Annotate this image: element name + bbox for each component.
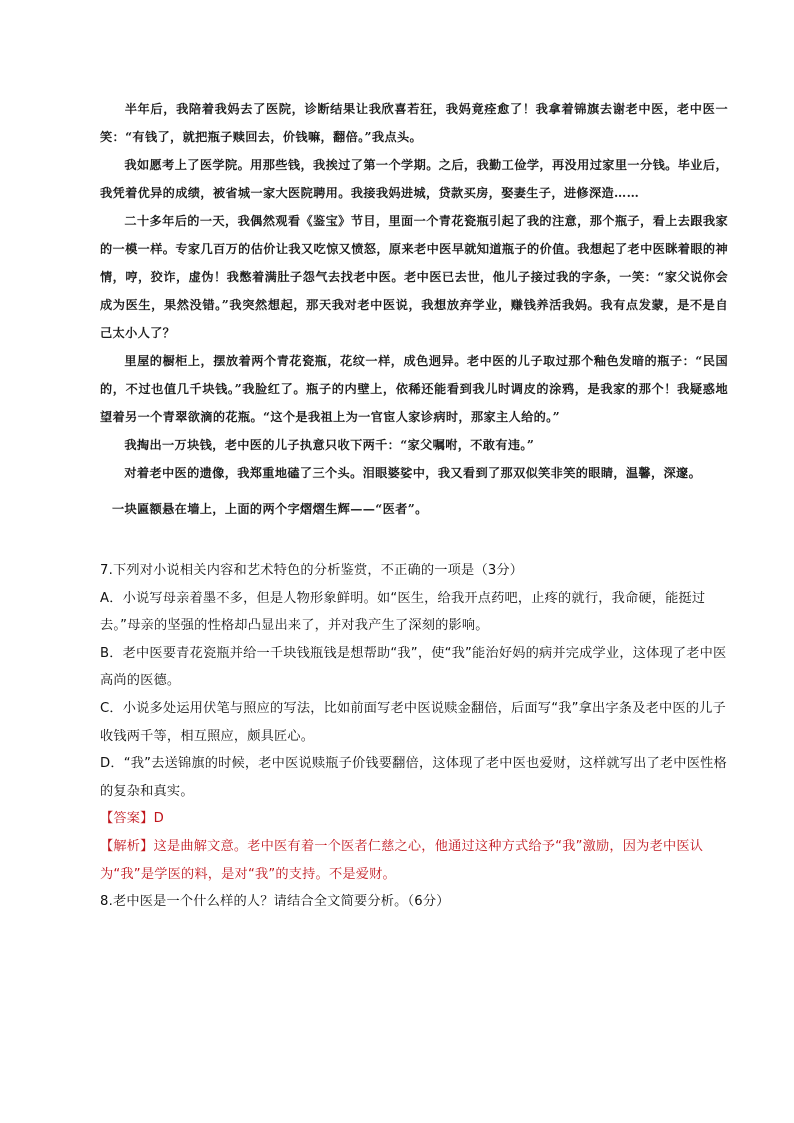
story-paragraph-5 — [100, 431, 728, 459]
story-paragraph-2 — [100, 151, 728, 207]
story-paragraph-6 — [100, 459, 728, 487]
answer-line — [100, 805, 728, 833]
question-7-option-b: B．老中医要青花瓷瓶并给一千块钱瓶钱是想帮助“我”，使“我”能治好妈的病并完成学业，这体现了老中医高尚的医德。 — [100, 645, 727, 689]
question-7-option-a: A．小说写母亲着墨不多，但是人物形象鲜明。如“医生，给我开点药吧，止疼的就行，我命硬，能挺过去。”母亲的坚强的性格却凸显出来了，并对我产生了深刻的影响。 — [100, 590, 706, 634]
story-paragraph-4 — [100, 347, 728, 431]
question-7-option-d: D．“我”去送锦旗的时候，老中医说赎瓶子价钱要翻倍，这体现了老中医也爱财，这样就写出了老中医性格的复杂和真实。 — [100, 756, 727, 799]
analysis-label: 【解析】 — [100, 838, 154, 854]
story-paragraph-3-text: 二十多年后的一天，我偶然观看《鉴宝》节目，里面一个青花瓷瓶引起了我的注意，那个瓶子，看上去跟我家的一模一样。专家几百万的估价让我又吃惊又愤怒，原来老中医早就知道瓶子的价值。我想起了老中医眯着眼的神情，哼，狡诈，虚伪！我憋着满肚子怨气去找老中医。老中医已去世，他儿子接过我的字条，一笑：“家父说你会成为医生，果然没错。”我突然想起，那天我对老中医说，我想放弃学业，赚钱养活我妈。我有点发蒙，是不是自己太小人了？ — [100, 214, 728, 340]
story-paragraph-4-text: 里屋的橱柜上，摆放着两个青花瓷瓶，花纹一样，成色迥异。老中医的儿子取过那个釉色发暗的瓶子：“民国的，不过也值几千块钱。”我脸红了。瓶子的内壁上，依稀还能看到我儿时调皮的涂鸦，是我家的那个！我疑惑地望着另一个青翠欲滴的花瓶。“这个是我祖上为一官宦人家诊病时，那家主人给的。” — [100, 354, 728, 424]
analysis-text: 这是曲解文意。老中医有着一个医者仁慈之心，他通过这种方式给予“我”激励，因为老中医认为“我”是学医的料，是对“我”的支持。不是爱财。 — [100, 838, 704, 882]
story-excerpt — [100, 95, 728, 523]
story-paragraph-7-text: 一块匾额悬在墙上，上面的两个字熠熠生辉——“医者”。 — [112, 502, 428, 516]
question-7-stem: 7.下列对小说相关内容和艺术特色的分析鉴赏，不正确的一项是（3分） — [100, 563, 524, 578]
story-paragraph-1-text: 半年后，我陪着我妈去了医院，诊断结果让我欣喜若狂，我妈竟痊愈了！我拿着锦旗去谢老中医，老中医一笑：“有钱了，就把瓶子赎回去，价钱嘛，翻倍。”我点头。 — [100, 102, 728, 144]
answer-value: D — [153, 811, 164, 827]
story-paragraph-1 — [100, 95, 728, 151]
analysis-line — [100, 833, 728, 888]
answer-label: 【答案】 — [100, 811, 154, 827]
story-paragraph-3 — [100, 207, 728, 347]
story-paragraph-7 — [100, 495, 728, 523]
story-paragraph-6-text: 对着老中医的遗像，我郑重地磕了三个头。泪眼婆娑中，我又看到了那双似笑非笑的眼睛，温馨，深邃。 — [124, 466, 702, 480]
question-8-stem: 8.老中医是一个什么样的人？请结合全文简要分析。（6分） — [100, 894, 450, 910]
story-paragraph-2-text: 我如愿考上了医学院。用那些钱，我挨过了第一个学期。之后，我勤工俭学，再没用过家里一分钱。毕业后，我凭着优异的成绩，被省城一家大医院聘用。我接我妈进城，贷款买房，娶妻生子，进修深造…… — [100, 158, 728, 200]
question-7-option-c: C．小说多处运用伏笔与照应的写法，比如前面写老中医说赎金翻倍，后面写“我”拿出字条及老中医的儿子收钱两千等，相互照应，颇具匠心。 — [100, 700, 726, 744]
question-section — [100, 557, 728, 916]
story-paragraph-5-text: 我掏出一万块钱，老中医的儿子执意只收下两千：“家父嘱咐，不敢有违。” — [124, 438, 535, 452]
